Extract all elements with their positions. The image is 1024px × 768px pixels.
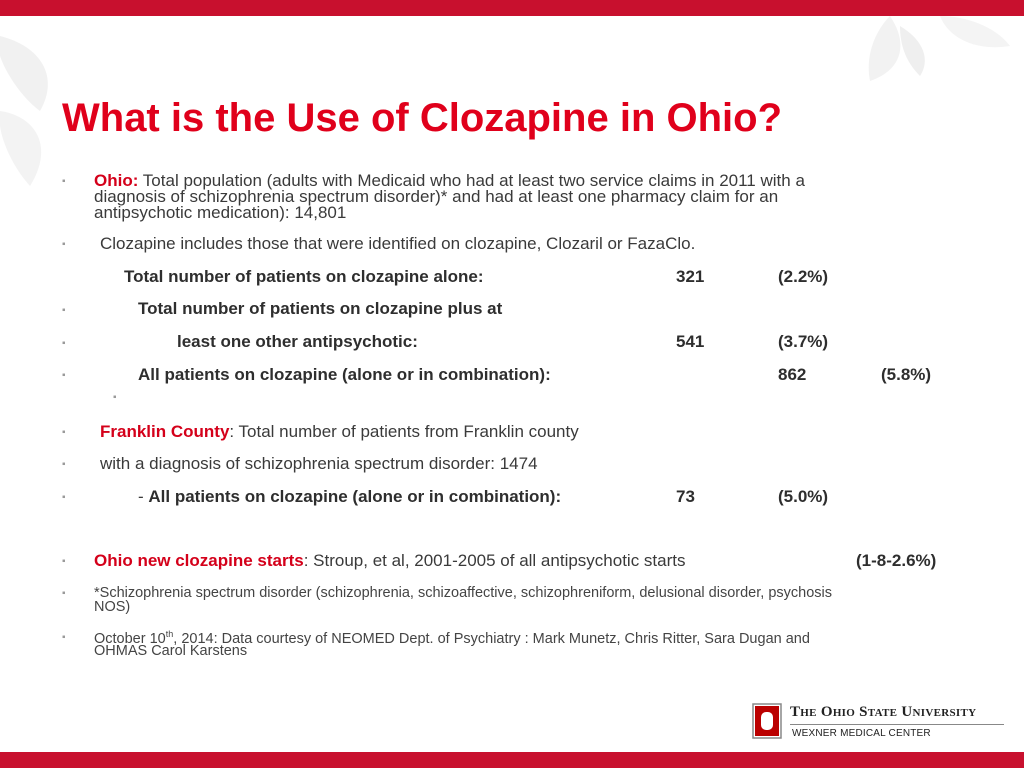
top-red-bar [0,0,1024,16]
clozapine-plus-count: 541 [676,332,705,351]
bullet-icon: ▪ [62,176,66,187]
bullet-icon: ▪ [113,392,117,403]
franklin-line-2: with a diagnosis of schizophrenia spectrum disorder: 1474 [100,454,538,473]
bullet-icon: ▪ [62,370,66,381]
new-starts-text: : Stroup, et al, 2001-2005 of all antipsychotic starts [303,551,686,570]
clozapine-alone-label: Total number of patients on clozapine alone: [124,267,484,286]
block-o-letter: O [766,726,768,727]
credit-line-2: OHMAS Carol Karstens [94,643,248,659]
bullet-icon: ▪ [62,632,66,643]
all-patients-count: 862 [778,365,807,384]
bullet-icon: ▪ [62,492,66,503]
all-patients-label: All patients on clozapine (alone or in combination): [138,365,551,384]
clozapine-plus-label-1: Total number of patients on clozapine plus at [138,299,503,318]
block-o-logo-icon [752,702,782,740]
franklin-dash: - [138,487,149,506]
franklin-count: 73 [676,487,695,506]
slide-title: What is the Use of Clozapine in Ohio? [62,96,783,140]
bottom-red-bar [0,752,1024,768]
franklin-pct: (5.0%) [778,487,829,506]
logo-divider [790,724,1004,725]
clozapine-plus-pct: (3.7%) [778,332,829,351]
all-patients-pct: (5.8%) [881,365,932,384]
franklin-all-label: All patients on clozapine (alone or in combination): [148,487,562,506]
new-starts-label: Ohio new clozapine starts [94,551,304,570]
franklin-text-1: : Total number of patients from Franklin county [229,422,579,441]
medical-center-name: WEXNER MEDICAL CENTER [792,728,931,739]
leaf-decoration-left-icon [0,16,70,196]
credit-prefix: October 10 [94,630,166,647]
bullet-icon: ▪ [62,459,66,470]
leaf-decoration-right-icon [830,16,1024,86]
ohio-line-2: diagnosis of schizophrenia spectrum disorder)* and had at least one pharmacy claim for an [94,187,779,206]
university-name: The Ohio State University [790,704,977,720]
clozapine-definition: Clozapine includes those that were identified on clozapine, Clozaril or FazaClo. [100,234,696,253]
franklin-label: Franklin County [100,422,230,441]
credit-rest: , 2014: Data courtesy of NEOMED Dept. of Psychiatry : Mark Munetz, Chris Ritter, Sara Dugan and [173,630,810,647]
new-starts-range: (1-8-2.6%) [856,551,937,570]
bullet-icon: ▪ [62,305,66,316]
bullet-icon: ▪ [62,239,66,250]
clozapine-alone-count: 321 [676,267,705,286]
bullet-icon: ▪ [62,588,66,599]
clozapine-alone-pct: (2.2%) [778,267,829,286]
bullet-icon: ▪ [62,556,66,567]
bullet-icon: ▪ [62,427,66,438]
bullet-icon: ▪ [62,338,66,349]
ohio-label: Ohio: [94,171,139,190]
clozapine-plus-label-2: least one other antipsychotic: [177,332,418,351]
footnote-line-2: NOS) [94,599,131,615]
footnote-line-1: *Schizophrenia spectrum disorder (schizophrenia, schizoaffective, schizophreniform, delusional disorder, psychosis [94,585,832,601]
ohio-line-3: antipsychotic medication): 14,801 [94,203,347,222]
credit-sup: th [165,629,174,639]
osu-logo [752,702,1008,742]
new-starts-line [94,551,686,571]
ohio-text-1: Total population (adults with Medicaid who had at least two service claims in 2011 with a [138,171,805,190]
franklin-line-1 [100,422,579,442]
franklin-all-patients [138,487,561,507]
